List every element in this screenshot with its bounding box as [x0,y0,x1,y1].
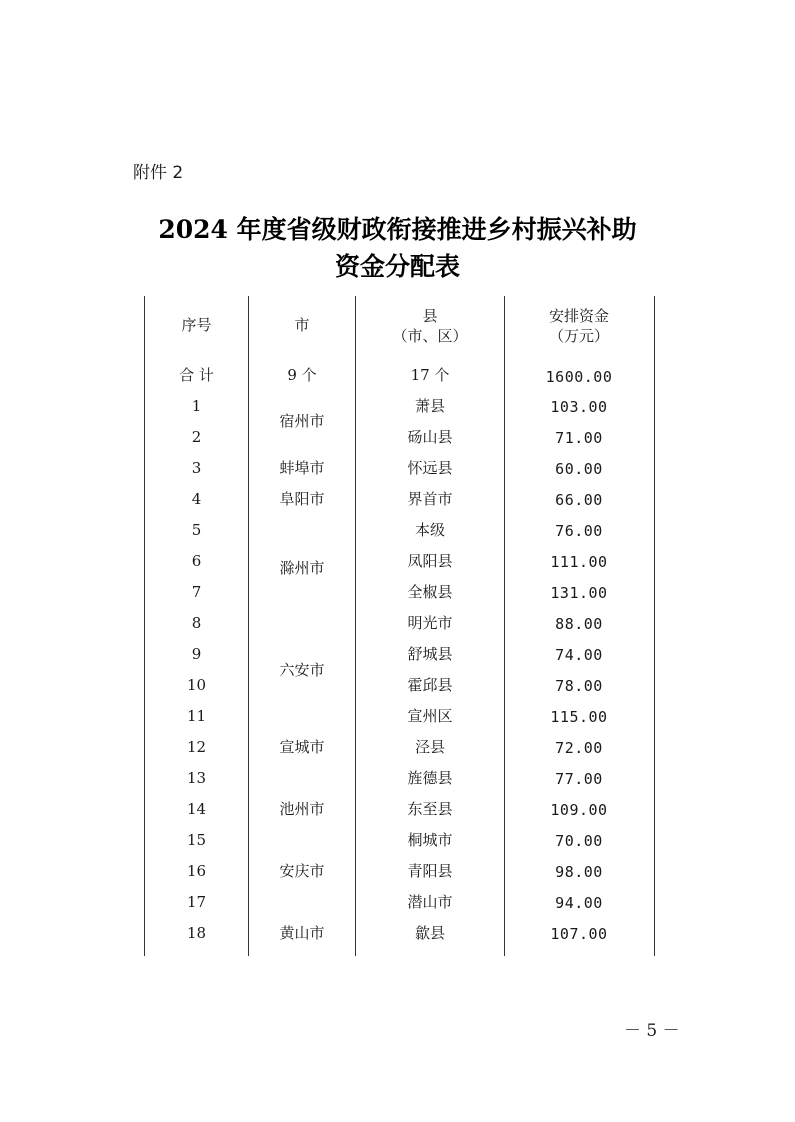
row-seq: 1 [191,397,202,415]
header-amount-unit: （万元） [548,327,609,345]
row-seq: 9 [191,645,202,663]
row-amount: 70.00 [555,832,603,850]
total-amount: 1600.00 [545,368,613,386]
row-seq: 16 [186,862,207,880]
page-number: － 5 － [624,1021,680,1041]
city-cell: 黄山市 [279,924,325,942]
row-seq: 4 [191,490,202,508]
row-amount: 111.00 [550,553,608,571]
city-cell: 六安市 [279,661,325,679]
row-amount: 66.00 [555,491,603,509]
row-county: 凤阳县 [407,552,453,570]
row-county: 舒城县 [407,645,453,663]
row-county: 东至县 [407,800,453,818]
row-amount: 74.00 [555,646,603,664]
row-seq: 7 [191,583,202,601]
total-city-count: 9 个 [287,366,317,384]
row-county: 旌德县 [407,769,453,787]
row-seq: 3 [191,459,202,477]
row-amount: 71.00 [555,429,603,447]
row-county: 潜山市 [407,893,453,911]
row-county: 本级 [414,521,445,539]
city-cell: 宿州市 [279,412,325,430]
table-border-right [654,296,655,956]
row-county: 界首市 [407,490,453,508]
header-seq: 序号 [181,316,212,334]
city-cell: 安庆市 [279,862,325,880]
attachment-label: 附件 2 [133,163,184,183]
row-amount: 103.00 [550,398,608,416]
row-seq: 5 [191,521,202,539]
header-county: 县 [422,307,438,325]
header-amount: 安排资金 [548,307,609,325]
row-amount: 131.00 [550,584,608,602]
row-county: 霍邱县 [407,676,453,694]
row-seq: 18 [186,924,207,942]
city-cell: 宣城市 [279,738,325,756]
header-county-sub: （市、区） [392,327,468,345]
total-label: 合 计 [179,366,214,384]
row-seq: 15 [186,831,207,849]
row-county: 明光市 [407,614,453,632]
city-cell: 池州市 [279,800,325,818]
row-seq: 6 [191,552,202,570]
row-seq: 11 [186,707,207,725]
row-seq: 2 [191,428,202,446]
row-amount: 88.00 [555,615,603,633]
row-county: 青阳县 [407,862,453,880]
row-amount: 94.00 [555,894,603,912]
city-cell: 蚌埠市 [279,459,325,477]
document-title: 2024 年度省级财政衔接推进乡村振兴补助 [158,215,637,244]
row-amount: 60.00 [555,460,603,478]
row-amount: 77.00 [555,770,603,788]
row-amount: 98.00 [555,863,603,881]
row-seq: 17 [186,893,207,911]
row-amount: 107.00 [550,925,608,943]
row-county: 桐城市 [407,831,453,849]
row-county: 宣州区 [407,707,453,725]
header-city: 市 [294,316,310,334]
city-cell: 阜阳市 [279,490,325,508]
table-divider-1 [248,296,249,956]
row-amount: 109.00 [550,801,608,819]
document-title-line2: 资金分配表 [334,252,460,281]
row-county: 怀远县 [407,459,453,477]
row-seq: 14 [186,800,207,818]
row-seq: 12 [186,738,207,756]
row-county: 砀山县 [407,428,453,446]
row-county: 歙县 [414,924,445,942]
row-seq: 8 [191,614,202,632]
row-county: 泾县 [414,738,445,756]
row-seq: 10 [186,676,207,694]
row-amount: 78.00 [555,677,603,695]
row-county: 全椒县 [407,583,453,601]
row-amount: 72.00 [555,739,603,757]
row-amount: 76.00 [555,522,603,540]
row-seq: 13 [186,769,207,787]
total-county-count: 17 个 [410,366,450,384]
row-county: 萧县 [414,397,445,415]
row-amount: 115.00 [550,708,608,726]
city-cell: 滁州市 [279,559,325,577]
